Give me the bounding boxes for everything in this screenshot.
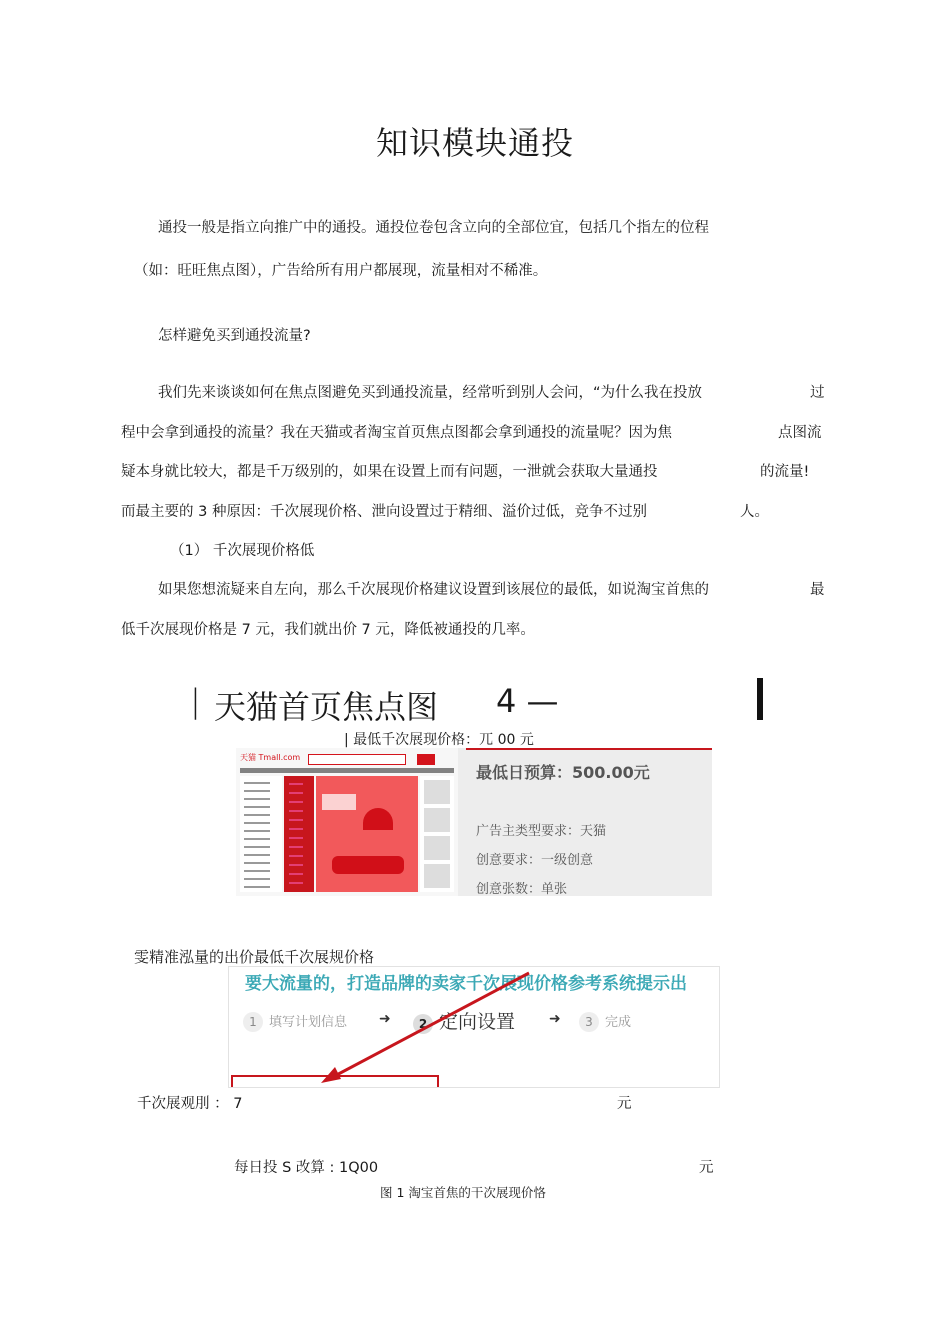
body-line-4: 而最主要的 3 种原因：千次展现价格、泄向设置过于精细、溢价过低，竞争不过别 (121, 504, 647, 520)
creative-requirement: 创意要求：一级创意 (476, 853, 594, 868)
daily-budget-unit: 元 (699, 1160, 714, 1176)
step-2-number: 2 (413, 1014, 433, 1034)
daily-budget-label: 每日投 S 改算 : 1Q00 (234, 1160, 379, 1176)
thumbnail-side-column (420, 776, 454, 892)
body-line-3-end: 的流量! (760, 464, 810, 480)
body-line-1-end: 过 (810, 385, 825, 401)
figure-subheading: | 最低千次展现价格：兀 00 元 (344, 732, 534, 748)
thumbnail-nav (240, 768, 454, 773)
body-line-4-end: 人。 (740, 504, 769, 520)
sofa-shape (332, 856, 404, 874)
body-line-2: 程中会拿到通投的流量？我在天猫或者淘宝首页焦点图都会拿到通投的流量呢？因为焦 (121, 425, 672, 441)
step-2-label: 定向设置 (439, 1011, 516, 1033)
advertiser-type-requirement: 广告主类型要求：天猫 (476, 824, 607, 839)
step-1-number: 1 (243, 1012, 263, 1032)
lamp-shape (363, 808, 393, 830)
body-line-5: 如果您想流疑来自左向，那么千次展现价格建议设置到该展位的最低，如说淘宝首焦的 (158, 582, 709, 598)
min-daily-budget: 最低日预算：500.00元 (476, 763, 650, 782)
body-line-5-end: 最 (810, 582, 825, 598)
step-3-label: 完成 (605, 1015, 632, 1030)
tmall-logo: 天猫 Tmall.com (240, 753, 301, 762)
figure-heading-bar: | (190, 682, 201, 720)
cpm-price-unit: 元 (617, 1096, 632, 1112)
step-1-label: 填写计划信息 (269, 1015, 348, 1030)
screenshot-headline: 要大流量的，打造品牌的卖家千次展现价格参考系统提示出 (245, 974, 687, 994)
thumbnail-red-column (284, 776, 314, 892)
thumbnail-search-bar (308, 754, 406, 765)
red-top-line (466, 748, 712, 750)
intro-line-1: 通投一般是指立向推广中的通投。通投位卷包含立向的全部位宜，包括几个指左的位程 (158, 220, 709, 236)
targeting-setup-screenshot (228, 966, 720, 1088)
body-line-6: 低千次展现价格是 7 元，我们就出价 7 元，降低被通投的几率。 (121, 622, 535, 638)
banner-text-block (322, 794, 356, 810)
arrow-right-icon: ➜ (379, 1011, 391, 1027)
figure-heading: 天猫首页焦点图 (214, 688, 439, 726)
figure-heading-number: 4 — (496, 682, 559, 720)
red-pointer-arrow-icon (229, 967, 719, 1087)
heading-right-bar (757, 678, 763, 720)
figure-label-1: 雯精准泓量的出价最低千次展规价格 (134, 948, 375, 966)
creative-count: 创意张数：单张 (476, 882, 568, 896)
list-item-1: （1） 千次展现价格低 (170, 543, 315, 559)
body-line-2-end: 点图流 (778, 425, 822, 441)
intro-line-2: （如：旺旺焦点图），广告给所有用户都展现，流量相对不稀准。 (134, 263, 548, 279)
step-3-number: 3 (579, 1012, 599, 1032)
tmall-homepage-thumbnail (236, 748, 458, 896)
body-line-1: 我们先来谈谈如何在焦点图避免买到通投流量，经常听到别人会问，“为什么我在投放 (158, 385, 703, 401)
body-line-3: 疑本身就比较大，都是千万级别的，如果在设置上而有问题，一泄就会获取大量通投 (121, 464, 658, 480)
arrow-right-icon: ➜ (549, 1011, 561, 1027)
cpm-price-label: 千次展观刖 ： 7 (137, 1096, 243, 1112)
page-title: 知识模块通投 (375, 124, 574, 162)
figure-caption: 图 1 淘宝首焦的干次展现价恪 (380, 1185, 546, 1200)
question-heading: 怎样避免买到通投流量? (158, 328, 311, 344)
tmall-focus-screenshot (236, 748, 712, 896)
thumbnail-search-button (417, 754, 435, 765)
thumbnail-category-list (240, 776, 282, 892)
